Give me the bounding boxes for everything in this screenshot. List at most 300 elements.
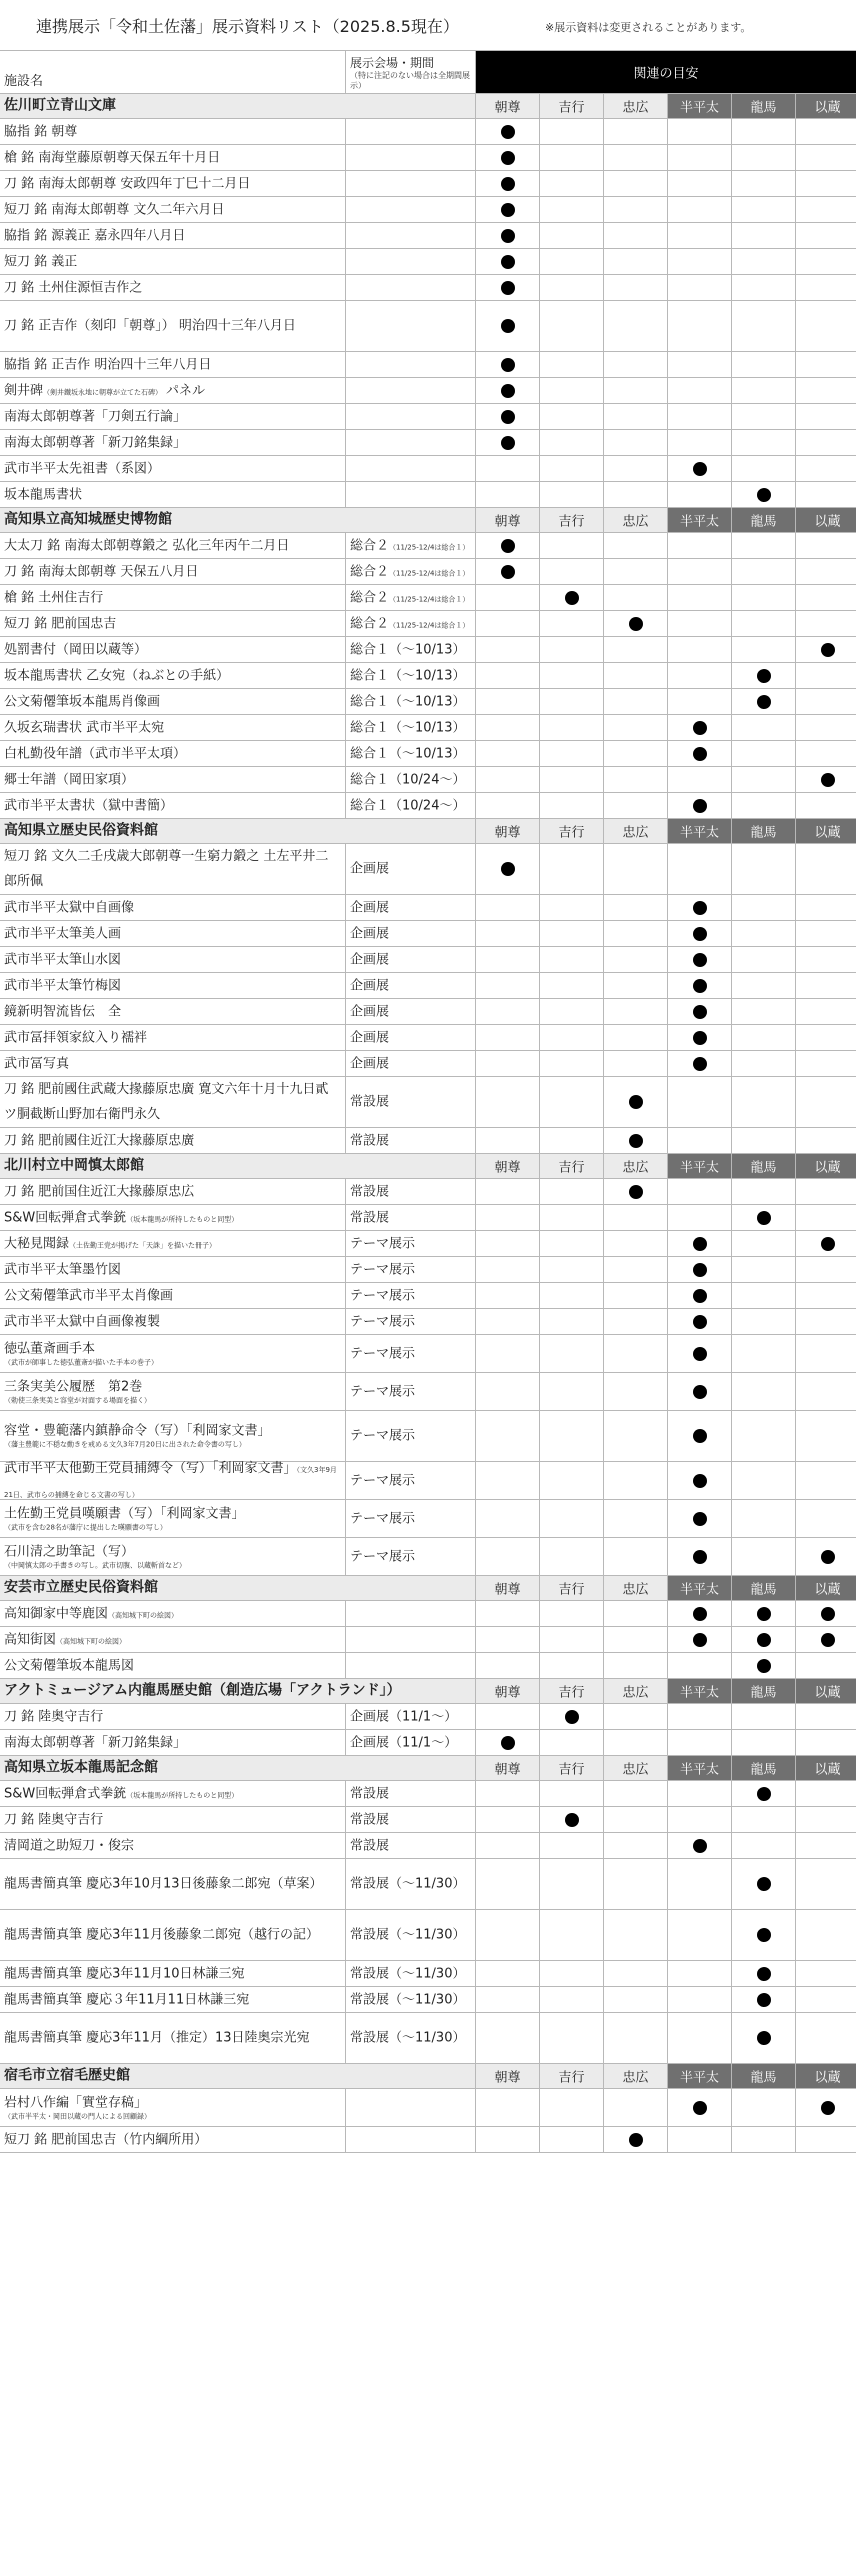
- section-title: アクトミュージアム内龍馬歴史館（創造広場「アクトランド」）: [4, 1682, 401, 1699]
- mark-cell-朝尊: [475, 844, 539, 894]
- venue-period: 総合１（10/24〜）: [350, 772, 466, 787]
- mark-cell-半平太: [667, 1601, 731, 1626]
- section-row: [0, 1576, 856, 1601]
- column-header-0: [475, 1576, 539, 1600]
- mark-cell-朝尊: [475, 767, 539, 792]
- venue-cell: [345, 1077, 475, 1127]
- venue-cell: [345, 1231, 475, 1256]
- item-note: （中岡慎太郎の手書きの写し。武市切腹、以蔵斬首など）: [4, 1561, 186, 1569]
- mark-cell-吉行: [539, 1730, 603, 1755]
- venue-cell: [345, 741, 475, 766]
- item-name-wrap: [4, 1456, 341, 1506]
- item-name-wrap: [4, 895, 341, 920]
- mark-cell-以蔵: [795, 1283, 856, 1308]
- venue-cell: [345, 1910, 475, 1960]
- venue-wrap: [350, 1838, 473, 1853]
- column-header-label: 忠広: [622, 1582, 649, 1598]
- venue-period: 常設展: [350, 1838, 390, 1853]
- mark-cell-以蔵: [795, 533, 856, 558]
- mark-cell-忠広: [603, 559, 667, 584]
- item-name-wrap: [4, 1051, 341, 1076]
- mark-cell-忠広: [603, 637, 667, 662]
- item-name-cell: [0, 301, 345, 351]
- table-row: [0, 1462, 856, 1500]
- column-header-label: 龍馬: [750, 2070, 777, 2086]
- column-header-1: [539, 1679, 603, 1703]
- venue-cell: [345, 2089, 475, 2126]
- mark-cell-以蔵: [795, 1205, 856, 1230]
- related-dot: [821, 643, 835, 657]
- venue-period: 常設展（〜11/30）: [350, 2030, 466, 2046]
- mark-cell-朝尊: [475, 1411, 539, 1461]
- venue-cell: [345, 585, 475, 610]
- item-name: 脇指 銘 朝尊: [4, 124, 78, 139]
- mark-cell-忠広: [603, 404, 667, 429]
- title-bar: [0, 0, 856, 50]
- mark-cell-龍馬: [731, 715, 795, 740]
- mark-cell-忠広: [603, 611, 667, 636]
- item-name: 岩村八作編「實堂存稿」: [4, 2095, 148, 2110]
- item-note: （武市を含む28名が藩庁に提出した嘆願書の写し）: [4, 1523, 167, 1531]
- mark-cell-朝尊: [475, 663, 539, 688]
- related-dot: [757, 669, 771, 683]
- column-header-label: 吉行: [558, 1762, 585, 1778]
- mark-cell-半平太: [667, 844, 731, 894]
- mark-cell-忠広: [603, 1025, 667, 1050]
- mark-cell-龍馬: [731, 1601, 795, 1626]
- column-header-1: [539, 508, 603, 532]
- table-row: [0, 145, 856, 171]
- item-name-wrap: [4, 171, 341, 196]
- item-name-cell: [0, 1179, 345, 1204]
- mark-cell-忠広: [603, 249, 667, 274]
- table-row: [0, 197, 856, 223]
- mark-cell-忠広: [603, 1601, 667, 1626]
- mark-cell-半平太: [667, 1627, 731, 1652]
- venue-period: 企画展: [350, 952, 390, 967]
- mark-cell-朝尊: [475, 275, 539, 300]
- venue-cell: [345, 767, 475, 792]
- item-name-wrap: [4, 741, 341, 766]
- column-header-2: [603, 1756, 667, 1780]
- venue-wrap: [350, 978, 473, 993]
- table-row: [0, 404, 856, 430]
- item-name-wrap: [4, 1231, 341, 1256]
- item-name-wrap: [4, 947, 341, 972]
- item-name-wrap: [4, 715, 341, 740]
- mark-cell-以蔵: [795, 1833, 856, 1858]
- section-title: 高知県立高知城歴史博物館: [4, 511, 172, 528]
- related-dot: [693, 1237, 707, 1251]
- item-name-cell: [0, 378, 345, 403]
- item-name-cell: [0, 533, 345, 558]
- mark-cell-以蔵: [795, 999, 856, 1024]
- mark-cell-龍馬: [731, 973, 795, 998]
- table-row: [0, 2089, 856, 2127]
- item-note: （勅使三条実美と容堂が対面する場面を描く）: [4, 1396, 151, 1404]
- column-header-4: [731, 94, 795, 118]
- mark-cell-龍馬: [731, 689, 795, 714]
- related-dot: [693, 953, 707, 967]
- table-row: [0, 1833, 856, 1859]
- venue-period: 常設展（〜11/30）: [350, 1992, 466, 2007]
- related-dot: [821, 1607, 835, 1621]
- mark-cell-忠広: [603, 1910, 667, 1960]
- venue-cell: [345, 171, 475, 196]
- column-header-label: 以蔵: [814, 2070, 841, 2086]
- item-name-cell: [0, 275, 345, 300]
- item-name-wrap: [4, 1601, 341, 1626]
- mark-cell-忠広: [603, 1653, 667, 1678]
- venue-period: 常設展（〜11/30）: [350, 1927, 466, 1943]
- item-suffix: パネル: [166, 383, 206, 398]
- venue-cell: [345, 1627, 475, 1652]
- mark-cell-龍馬: [731, 921, 795, 946]
- venue-cell: [345, 1025, 475, 1050]
- header-row: [0, 50, 856, 94]
- table-row: [0, 895, 856, 921]
- column-header-label: 以蔵: [814, 514, 841, 530]
- venue-wrap: [350, 1429, 473, 1444]
- related-dot: [501, 281, 515, 295]
- item-name: 石川清之助筆記（写）: [4, 1544, 135, 1559]
- item-name: 白札勤役年譜（武市半平太項）: [4, 746, 187, 761]
- mark-cell-半平太: [667, 1462, 731, 1499]
- mark-cell-龍馬: [731, 2013, 795, 2063]
- related-dot: [693, 1289, 707, 1303]
- mark-cell-半平太: [667, 611, 731, 636]
- item-name-cell: [0, 1462, 345, 1499]
- item-name-cell: [0, 1538, 345, 1575]
- related-dot: [501, 565, 515, 579]
- item-name: 南海太郎朝尊著「新刀銘集録」: [4, 1735, 187, 1750]
- item-name-cell: [0, 482, 345, 507]
- related-dot: [821, 773, 835, 787]
- venue-period: 企画展（11/1〜）: [350, 1735, 458, 1750]
- table-row: [0, 921, 856, 947]
- venue-period: 常設展: [350, 1210, 390, 1225]
- page-title: 連携展示「令和土佐藩」展示資料リスト（2025.8.5現在）: [36, 17, 459, 36]
- item-name-wrap: [4, 1543, 341, 1570]
- table-row: [0, 352, 856, 378]
- mark-cell-龍馬: [731, 637, 795, 662]
- mark-cell-以蔵: [795, 611, 856, 636]
- related-dot: [821, 2101, 835, 2115]
- item-name-wrap: [4, 1653, 341, 1678]
- mark-cell-忠広: [603, 1833, 667, 1858]
- item-name-wrap: [4, 145, 341, 170]
- venue-period: テーマ展示: [350, 1346, 416, 1361]
- item-name-cell: [0, 1500, 345, 1537]
- venue-wrap: [350, 1288, 473, 1303]
- mark-cell-龍馬: [731, 275, 795, 300]
- column-header-5: [795, 1576, 856, 1600]
- mark-cell-龍馬: [731, 145, 795, 170]
- mark-cell-以蔵: [795, 249, 856, 274]
- table-row: [0, 301, 856, 352]
- table-row: [0, 249, 856, 275]
- mark-cell-忠広: [603, 2089, 667, 2126]
- venue-cell: [345, 1730, 475, 1755]
- venue-cell: [345, 844, 475, 894]
- item-name-wrap: [4, 378, 341, 403]
- item-name-wrap: [4, 197, 341, 222]
- venue-period: 企画展: [350, 978, 390, 993]
- mark-cell-龍馬: [731, 1653, 795, 1678]
- column-header-label: 忠広: [622, 514, 649, 530]
- mark-cell-朝尊: [475, 611, 539, 636]
- mark-cell-以蔵: [795, 895, 856, 920]
- mark-cell-吉行: [539, 2013, 603, 2063]
- mark-cell-忠広: [603, 1627, 667, 1652]
- table-row: [0, 456, 856, 482]
- column-header-label: 龍馬: [750, 1685, 777, 1701]
- mark-cell-朝尊: [475, 1987, 539, 2012]
- related-dot: [693, 1263, 707, 1277]
- mark-cell-以蔵: [795, 197, 856, 222]
- mark-cell-半平太: [667, 378, 731, 403]
- mark-cell-半平太: [667, 145, 731, 170]
- related-dot: [693, 799, 707, 813]
- related-dot: [757, 1633, 771, 1647]
- mark-cell-朝尊: [475, 741, 539, 766]
- item-name-cell: [0, 844, 345, 894]
- column-header-0: [475, 1756, 539, 1780]
- item-note: （坂本龍馬が所持したものと同型）: [126, 1791, 239, 1799]
- venue-period: 企画展: [350, 900, 390, 915]
- mark-cell-半平太: [667, 404, 731, 429]
- mark-cell-龍馬: [731, 1987, 795, 2012]
- column-header-1: [539, 1756, 603, 1780]
- mark-cell-以蔵: [795, 1373, 856, 1410]
- item-name-wrap: [4, 1309, 341, 1334]
- column-header-label: 朝尊: [494, 1685, 521, 1701]
- column-header-4: [731, 1154, 795, 1178]
- mark-cell-朝尊: [475, 119, 539, 144]
- mark-cell-吉行: [539, 456, 603, 481]
- item-name-wrap: [4, 1077, 341, 1127]
- mark-cell-以蔵: [795, 1179, 856, 1204]
- item-name-wrap: [4, 1257, 341, 1282]
- mark-cell-以蔵: [795, 1910, 856, 1960]
- mark-cell-以蔵: [795, 1987, 856, 2012]
- item-name-cell: [0, 1257, 345, 1282]
- item-name-cell: [0, 1128, 345, 1153]
- table-row: [0, 1781, 856, 1807]
- mark-cell-半平太: [667, 1179, 731, 1204]
- item-name: 短刀 銘 義正: [4, 254, 78, 269]
- venue-wrap: [350, 538, 473, 553]
- table-row: [0, 1500, 856, 1538]
- column-header-label: 半平太: [679, 825, 719, 841]
- mark-cell-以蔵: [795, 1781, 856, 1806]
- mark-cell-吉行: [539, 275, 603, 300]
- mark-cell-以蔵: [795, 1051, 856, 1076]
- item-name-wrap: [4, 611, 341, 636]
- venue-wrap: [350, 1877, 473, 1892]
- mark-cell-吉行: [539, 352, 603, 377]
- mark-cell-龍馬: [731, 1231, 795, 1256]
- mark-cell-忠広: [603, 275, 667, 300]
- venue-period: 総合２: [350, 616, 390, 631]
- venue-wrap: [350, 1262, 473, 1277]
- mark-cell-吉行: [539, 1231, 603, 1256]
- mark-cell-忠広: [603, 1128, 667, 1153]
- mark-cell-以蔵: [795, 844, 856, 894]
- column-header-label: 龍馬: [750, 825, 777, 841]
- related-dot: [629, 617, 643, 631]
- mark-cell-半平太: [667, 171, 731, 196]
- venue-cell: [345, 793, 475, 818]
- table-row: [0, 689, 856, 715]
- table-row: [0, 1910, 856, 1961]
- table-row: [0, 1335, 856, 1373]
- mark-cell-吉行: [539, 663, 603, 688]
- item-name: 刀 銘 土州住源恒吉作之: [4, 280, 143, 295]
- header-facility: [0, 51, 345, 93]
- item-name: 龍馬書簡真筆 慶応3年11月10日林謙三宛: [4, 1966, 245, 1981]
- related-dot: [757, 1211, 771, 1225]
- column-header-label: 忠広: [622, 1685, 649, 1701]
- column-header-4: [731, 1756, 795, 1780]
- mark-cell-吉行: [539, 482, 603, 507]
- item-name-wrap: [4, 1179, 341, 1204]
- item-name: 刀 銘 陸奥守吉行: [4, 1709, 104, 1724]
- mark-cell-忠広: [603, 947, 667, 972]
- table-row: [0, 1987, 856, 2013]
- mark-cell-半平太: [667, 1987, 731, 2012]
- item-name-cell: [0, 456, 345, 481]
- section-title: 宿毛市立宿毛歴史館: [4, 2067, 130, 2084]
- item-name: 三条実美公履歴 第2巻: [4, 1379, 143, 1394]
- related-dot: [501, 862, 515, 876]
- item-name: 刀 銘 肥前国住近江大掾藤原忠広: [4, 1184, 195, 1199]
- venue-period: テーマ展示: [350, 1428, 416, 1444]
- venue-wrap: [350, 720, 473, 735]
- table-row: [0, 430, 856, 456]
- mark-cell-吉行: [539, 1051, 603, 1076]
- mark-cell-忠広: [603, 663, 667, 688]
- venue-wrap: [350, 1133, 473, 1148]
- column-header-3: [667, 1756, 731, 1780]
- mark-cell-忠広: [603, 921, 667, 946]
- venue-cell: [345, 1500, 475, 1537]
- table-row: [0, 2013, 856, 2064]
- related-dot: [757, 1877, 771, 1891]
- mark-cell-忠広: [603, 1309, 667, 1334]
- mark-cell-朝尊: [475, 1335, 539, 1372]
- mark-cell-吉行: [539, 249, 603, 274]
- item-name-cell: [0, 611, 345, 636]
- related-dot: [629, 1185, 643, 1199]
- mark-cell-半平太: [667, 482, 731, 507]
- item-name-wrap: [4, 275, 341, 300]
- item-name: S&W回転弾倉式拳銃: [4, 1786, 127, 1801]
- item-name-wrap: [4, 1378, 341, 1405]
- column-header-label: 半平太: [679, 514, 719, 530]
- column-header-label: 吉行: [558, 825, 585, 841]
- mark-cell-龍馬: [731, 559, 795, 584]
- mark-cell-龍馬: [731, 1704, 795, 1729]
- mark-cell-忠広: [603, 1283, 667, 1308]
- mark-cell-半平太: [667, 741, 731, 766]
- item-name-cell: [0, 404, 345, 429]
- item-name-wrap: [4, 1340, 341, 1367]
- mark-cell-龍馬: [731, 1077, 795, 1127]
- item-name: 土佐勤王党員嘆願書（写）「利岡家文書」: [4, 1506, 245, 1521]
- item-name-wrap: [4, 1987, 341, 2012]
- item-name-cell: [0, 921, 345, 946]
- column-header-label: 朝尊: [494, 1762, 521, 1778]
- item-name-wrap: [4, 1807, 341, 1832]
- mark-cell-以蔵: [795, 2013, 856, 2063]
- mark-cell-吉行: [539, 1833, 603, 1858]
- item-name-wrap: [4, 793, 341, 818]
- mark-cell-以蔵: [795, 585, 856, 610]
- mark-cell-朝尊: [475, 973, 539, 998]
- mark-cell-朝尊: [475, 1179, 539, 1204]
- mark-cell-朝尊: [475, 947, 539, 972]
- venue-cell: [345, 1128, 475, 1153]
- column-header-1: [539, 94, 603, 118]
- item-name-wrap: [4, 314, 341, 339]
- mark-cell-朝尊: [475, 1627, 539, 1652]
- venue-cell: [345, 1205, 475, 1230]
- mark-cell-龍馬: [731, 999, 795, 1024]
- mark-cell-龍馬: [731, 1257, 795, 1282]
- item-name-cell: [0, 249, 345, 274]
- column-header-2: [603, 508, 667, 532]
- mark-cell-龍馬: [731, 947, 795, 972]
- mark-cell-半平太: [667, 921, 731, 946]
- mark-cell-半平太: [667, 1051, 731, 1076]
- venue-cell: [345, 715, 475, 740]
- mark-cell-吉行: [539, 1807, 603, 1832]
- venue-cell: [345, 430, 475, 455]
- mark-cell-龍馬: [731, 1500, 795, 1537]
- related-dot: [693, 1005, 707, 1019]
- mark-cell-朝尊: [475, 689, 539, 714]
- section-name-cell: [0, 1576, 475, 1600]
- related-dot: [693, 1839, 707, 1853]
- mark-cell-龍馬: [731, 1538, 795, 1575]
- mark-cell-龍馬: [731, 1179, 795, 1204]
- column-header-label: 朝尊: [494, 2070, 521, 2086]
- table-row: [0, 1730, 856, 1756]
- column-header-5: [795, 508, 856, 532]
- item-name-cell: [0, 1833, 345, 1858]
- column-header-label: 吉行: [558, 1160, 585, 1176]
- venue-cell: [345, 533, 475, 558]
- mark-cell-半平太: [667, 1730, 731, 1755]
- mark-cell-吉行: [539, 689, 603, 714]
- venue-note: （11/25-12/4は総合１）: [389, 543, 470, 551]
- column-header-1: [539, 2064, 603, 2088]
- mark-cell-朝尊: [475, 1961, 539, 1986]
- venue-cell: [345, 1257, 475, 1282]
- table-row: [0, 585, 856, 611]
- column-header-label: 龍馬: [750, 1762, 777, 1778]
- venue-cell: [345, 1538, 475, 1575]
- mark-cell-半平太: [667, 119, 731, 144]
- venue-wrap: [350, 590, 473, 605]
- item-name: 武市半平太書状（獄中書簡）: [4, 798, 174, 813]
- item-name-wrap: [4, 1205, 341, 1230]
- venue-period: 企画展（11/1〜）: [350, 1709, 458, 1724]
- related-dot: [693, 979, 707, 993]
- column-header-1: [539, 1154, 603, 1178]
- venue-period: 常設展: [350, 1812, 390, 1827]
